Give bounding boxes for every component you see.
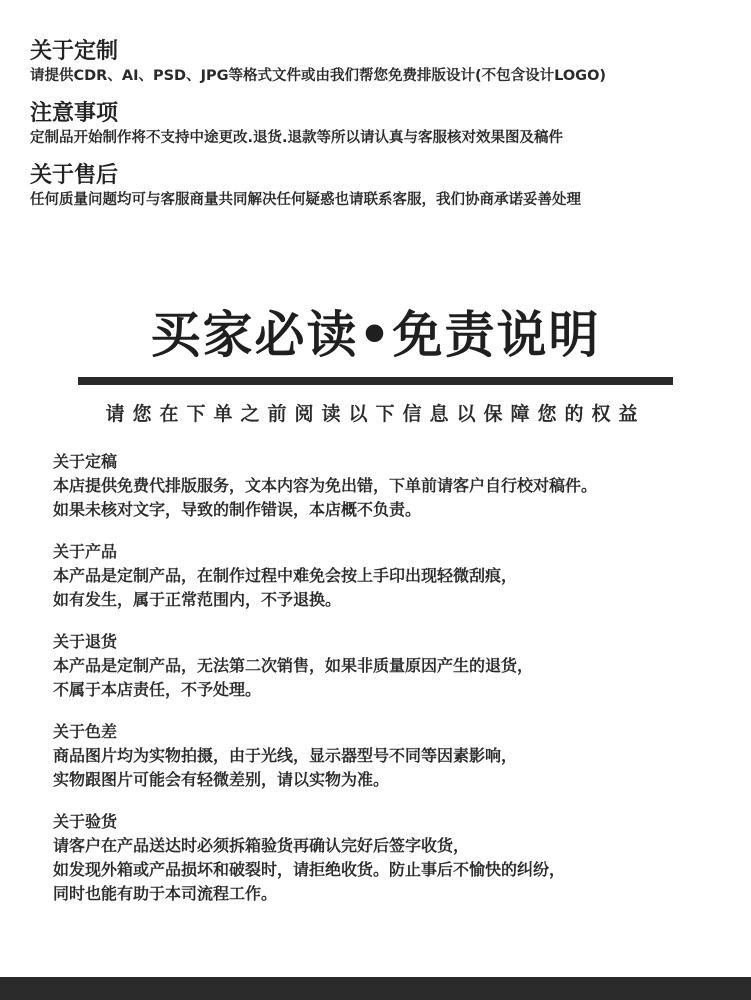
notice-heading: 关于定制	[30, 39, 119, 64]
section-heading: 关于定稿	[53, 452, 118, 471]
top-notices	[30, 38, 730, 224]
section-product	[53, 540, 733, 612]
section-line: 如有发生，属于正常范围内，不予退换。	[53, 590, 342, 609]
page-subtitle: 请您在下单之前阅读以下信息以保障您的权益	[105, 403, 646, 425]
section-heading: 关于产品	[53, 542, 118, 561]
footer-bar	[0, 977, 751, 1000]
section-line: 本产品是定制产品，无法第二次销售，如果非质量原因产生的退货，	[53, 656, 534, 675]
notice-text: 请提供CDR、AI、PSD、JPG等格式文件或由我们帮您免费排版设计(不包含设计LOGO)	[30, 68, 607, 84]
section-line: 不属于本店责任，不予处理。	[53, 680, 262, 699]
section-line: 本店提供免费代排版服务，文本内容为免出错，下单前请客户自行校对稿件。	[53, 476, 598, 495]
section-line: 请客户在产品送达时必须拆箱验货再确认完好后签字收货，	[53, 836, 470, 855]
section-inspection	[53, 810, 733, 906]
section-heading: 关于验货	[53, 812, 118, 831]
section-returns	[53, 630, 733, 702]
section-line: 如发现外箱或产品损坏和破裂时，请拒绝收货。防止事后不愉快的纠纷，	[53, 860, 566, 879]
section-line: 同时也能有助于本司流程工作。	[53, 884, 278, 903]
notice-text: 定制品开始制作将不支持中途更改.退货.退款等所以请认真与客服核对效果图及稿件	[30, 130, 564, 146]
section-line: 如果未核对文字，导致的制作错误，本店概不负责。	[53, 500, 422, 519]
notice-heading: 关于售后	[30, 163, 119, 188]
notice-heading: 注意事项	[30, 101, 119, 126]
section-color-difference	[53, 720, 733, 792]
page-title: 买家必读•免责说明	[150, 306, 601, 364]
disclaimer-sections	[53, 450, 733, 924]
title-divider	[78, 377, 673, 385]
section-line: 本产品是定制产品，在制作过程中难免会按上手印出现轻微刮痕，	[53, 566, 518, 585]
section-finalization	[53, 450, 733, 522]
notice-customization	[30, 38, 730, 86]
section-heading: 关于退货	[53, 632, 118, 651]
notice-text: 任何质量问题均可与客服商量共同解决任何疑惑也请联系客服，我们协商承诺妥善处理	[30, 192, 581, 208]
section-line: 商品图片均为实物拍摄，由于光线，显示器型号不同等因素影响，	[53, 746, 518, 765]
notice-after-sales	[30, 162, 730, 210]
section-heading: 关于色差	[53, 722, 118, 741]
section-line: 实物跟图片可能会有轻微差别，请以实物为准。	[53, 770, 390, 789]
notice-precautions	[30, 100, 730, 148]
